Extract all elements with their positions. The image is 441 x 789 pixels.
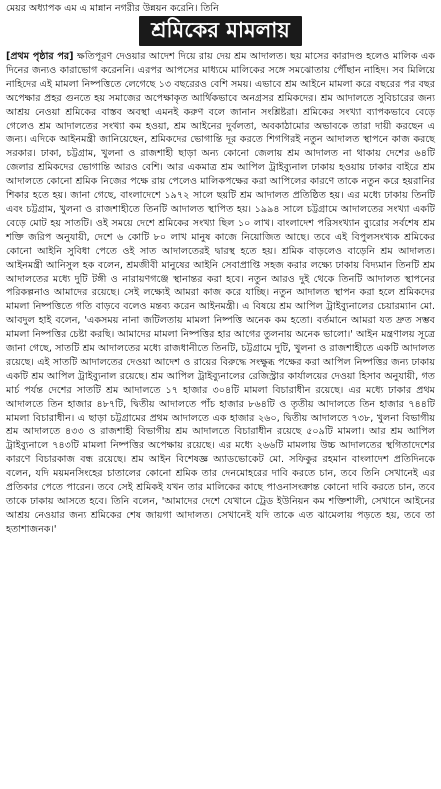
- article-headline: শ্রমিকের মামলায়: [139, 16, 301, 46]
- previous-article-strip: মেয়র অধ্যাপক এম এ মান্নান নগরীর উন্নয়ন করেনি। তিনি: [6, 3, 219, 14]
- article-body-text: ক্ষতিপূরণ দেওয়ার আদেশ দিয়ে রায় দেয় শ্রম আদালত। ছয় মাসের কারাদণ্ড হলেও মালিক এক দিনের জন্যও কারাভোগ করেননি। এরপর আপসের মাধ্যমে মালিকের সঙ্গে সমঝোতায় পৌঁছান নাহিদ। সব মিলিয়ে নাহিদের এই মামলা নিষ্পত্তিতে লেগেছে ১৩ বছরেরও বেশি সময়। এভাবে শ্রম আইনে মামলা করে বছরের পর বছর অপেক্ষার প্রহর গুনতে হয় সমাজের অপেক্ষাকৃত আর্থিকভাবে অনগ্রসর শ্রমিকদের। শ্রম আদালতে সুবিচারের জন্য আশ্রয় নেওয়া শ্রমিকের বাস্তব অবস্থা এমনই করুণ বলে জানান সংশ্লিষ্টরা। শ্রমিকের সংখ্যা ব্যাপকভাবে বেড়ে গেলেও শ্রম আদালতের সংখ্যা কম হওয়া, শ্রম আইনের দুর্বলতা, অবকাঠামোর অভাবকে তারা দায়ী করছেন এ জন্য। এদিকে আইনমন্ত্রী জানিয়েছেন, শ্রমিকদের ভোগান্তি দূর করতে শিগগিরই নতুন আদালত স্থাপনে কাজ করছে সরকার। ঢাকা, চট্টগ্রাম, খুলনা ও রাজশাহী ছাড়া অন্য কোনো জেলায় শ্রম আদালত না থাকায় দেশের ৬৪টি জেলার শ্রমিকদের ভোগান্তি আরও বেশি। আর একমাত্র শ্রম আপিল ট্রাইব্যুনাল ঢাকায় হওয়ায় ঢাকার বাইরে শ্রম আদালতে কোনো শ্রমিক নিজের পক্ষে রায় পেলেও মালিকপক্ষের করা আপিলের কারণে তাকে নতুন করে হয়রানির শিকার হতে হয়। জানা গেছে, বাংলাদেশে ১৯৭২ সালে ছয়টি শ্রম আদালত প্রতিষ্ঠিত হয়। এর মধ্যে ঢাকায় তিনটি এবং চট্টগ্রাম, খুলনা ও রাজশাহীতে তিনটি আদালত স্থাপিত হয়। ১৯৯৪ সালে চট্টগ্রামে আদালতের সংখ্যা একটি বেড়ে মোট হয় সাতটি। ওই সময়ে দেশে শ্রমিকের সংখ্যা ছিল ১০ লাখ। বাংলাদেশ পরিসংখ্যান ব্যুরোর সর্বশেষ শ্রম শক্তি জরিপ অনুযায়ী, দেশে ৬ কোটি ৮০ লাখ মানুষ কাজে নিয়োজিত আছে। তবে এই বিপুলসংখ্যক শ্রমিকের কোনো আইনি সুবিধা পেতে ওই সাত আদালতেরই দ্বারস্থ হতে হয়। শ্রমিক বাড়লেও বাড়েনি শ্রম আদালত। আইনমন্ত্রী আনিসুল হক বলেন, শ্রমজীবী মানুষের আইনি সেবাপ্রাপ্তি সহজ করার লক্ষ্যে ঢাকায় বিদ্যমান তিনটি শ্রম আদালতের মধ্যে দুটি টঙ্গী ও নারায়ণগঞ্জে স্থানান্তর করা হবে। নতুন আরও দুই থেকে তিনটি আদালত স্থাপনের পরিকল্পনাও আমাদের রয়েছে। সেই লক্ষ্যেই আমরা কাজ করে যাচ্ছি। নতুন আদালত স্থাপন করা হলে শ্রমিকদের মামলা নিষ্পত্তিতে গতি বাড়বে বলেও মন্তব্য করেন আইনমন্ত্রী। এ বিষয়ে শ্রম আপিল ট্রাইব্যুনালের চেয়ারম্যান মো. আবদুল হাই বলেন, 'একসময় নানা জটিলতায় মামলা নিষ্পত্তি অনেক কম হতো। বর্তমানে আমরা যত দ্রুত সম্ভব মামলা নিষ্পত্তির চেষ্টা করছি। আমাদের মামলা নিষ্পত্তির হার আগের তুলনায় অনেক ভালো।' আইন মন্ত্রণালয় সূত্রে জানা গেছে, সাতটি শ্রম আদালতের মধ্যে রাজধানীতে তিনটি, চট্টগ্রামে দুটি, খুলনা ও রাজশাহীতে একটি আদালত রয়েছে। এই সাতটি আদালতের দেওয়া আদেশ ও রায়ের বিরুদ্ধে সংক্ষুব্ধ পক্ষের করা আপিল নিষ্পত্তির জন্য ঢাকায় একটি শ্রম আপিল ট্রাইব্যুনাল রয়েছে। শ্রম আপিল ট্রাইব্যুনালের রেজিস্ট্রার কার্যালয়ের দেওয়া হিসাব অনুযায়ী, গত মার্চ পর্যন্ত দেশের সাতটি শ্রম আদালতে ১৭ হাজার ৩০৪টি মামলা বিচারাধীন রয়েছে। এর মধ্যে ঢাকার প্রথম আদালতে তিন হাজার ৪৮৭টি, দ্বিতীয় আদালতে পাঁচ হাজার ৮৬৪টি ও তৃতীয় আদালতে তিন হাজার ৭৪৪টি মামলা বিচারাধীন। এ ছাড়া চট্টগ্রামের প্রথম আদালতে এক হাজার ২৬০, দ্বিতীয় আদালতে ৭৩৮, খুলনা বিভাগীয় শ্রম আদালতে ৪৩৩ ও রাজশাহী বিভাগীয় শ্রম আদালতে বিচারাধীন রয়েছে ৫০৯টি মামলা। আর শ্রম আপিল ট্রাইব্যুনালে ৭৪৩টি মামলা নিষ্পত্তির অপেক্ষায় রয়েছে। এর মধ্যে ২৬৬টি মামলায় উচ্চ আদালতের স্থগিতাদেশের কারণে বিচারকাজ বন্ধ রয়েছে। শ্রম আইন বিশেষজ্ঞ অ্যাডভোকেট মো. সফিকুর রহমান বাংলাদেশ প্রতিদিনকে বলেন, যদি ময়মনসিংহের চাতালের কোনো শ্রমিক তার দেনমোহরের দাবি করতে চান, তবে তিনি সেখানেই এর প্রতিকার পেতে পারেন। তবে সেই শ্রমিকই যখন তার মালিকের কাছে পাওনাসংক্রান্ত কোনো দাবি করতে চান, তবে তাকে ঢাকায় আসতে হবে। তিনি বলেন, 'আমাদের দেশে যেখানে ট্রেড ইউনিয়ন কম শক্তিশালী, সেখানে আইনের আশ্রয় নেওয়ার জন্য শ্রমিকের শেষ জায়গা আদালত। সেখানেই যদি তাকে এত ঝামেলায় পড়তে হয়, তবে তা হতাশাজনক।': [6, 51, 436, 535]
- continuation-label: [প্রথম পৃষ্ঠার পর]: [6, 51, 74, 62]
- article-body: [6, 50, 435, 537]
- headline-container: [6, 16, 435, 46]
